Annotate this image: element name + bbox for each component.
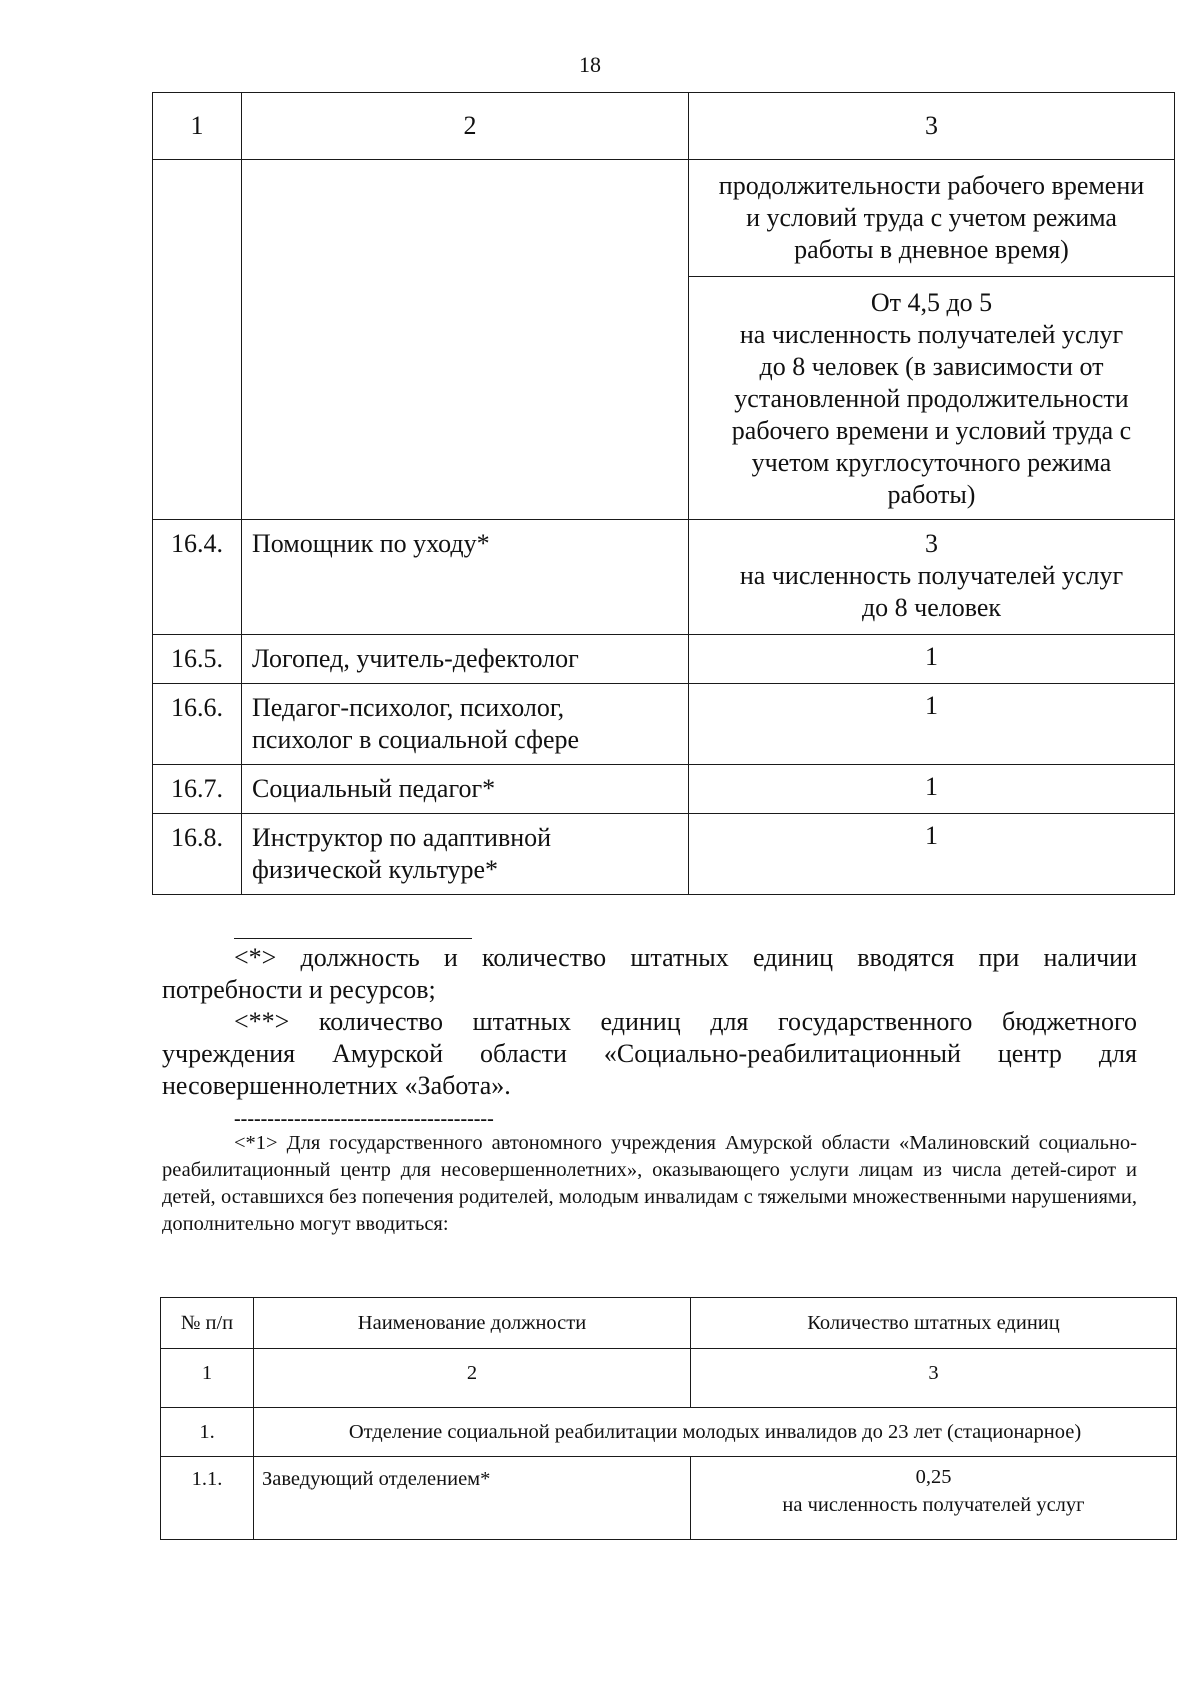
qty-line: От 4,5 до 5 — [870, 288, 993, 317]
qty-line: работы) — [887, 480, 976, 509]
row-qty — [689, 520, 1175, 635]
qty-line: рабочего времени и условий труда с — [731, 416, 1132, 445]
table-row-continuation — [153, 160, 1175, 520]
table-row — [161, 1457, 1177, 1540]
header-col-3: 3 — [689, 93, 1175, 160]
header-position: Наименование должности — [254, 1298, 691, 1349]
row-qty — [689, 765, 1175, 814]
dashed-separator: --------------------------------------- — [234, 1108, 494, 1130]
column-number-row — [161, 1349, 1177, 1408]
footnote-2 — [162, 1006, 1137, 1102]
row-name-line: Инструктор по адаптивной — [252, 823, 552, 852]
row-name-line: Логопед, учитель-дефектолог — [252, 644, 579, 673]
table-header-row — [153, 93, 1175, 160]
row-qty — [689, 814, 1175, 895]
qty-line: на численность получателей услуг — [739, 561, 1124, 590]
row-num: 16.4. — [153, 520, 242, 635]
col-number-3: 3 — [691, 1349, 1177, 1408]
section-row — [161, 1408, 1177, 1457]
qty-line: учетом круглосуточного режима — [751, 448, 1112, 477]
table-row — [153, 814, 1175, 895]
qty-line: установленной продолжительности — [734, 384, 1129, 413]
note-text: <*1> Для государственного автономного учреждения Амурской области «Малиновский социально-реабилитационный центр для несовершеннолетних», оказывающего услуги лицам из числа детей-сирот и детей, оставшихся без попечения родителей, молодым инвалидам с тяжелыми множественными нарушениями, дополнительно могут вводиться: — [162, 1132, 1137, 1235]
qty-line: и условий труда с учетом режима — [746, 203, 1117, 232]
header-num: № п/п — [161, 1298, 254, 1349]
row-qty — [689, 684, 1175, 765]
row-name — [242, 814, 689, 895]
qty-line: до 8 человек (в зависимости от — [759, 352, 1104, 381]
table-row — [153, 635, 1175, 684]
row-name: Заведующий отделением* — [254, 1457, 691, 1540]
qty-line: 0,25 — [915, 1466, 952, 1488]
row-name — [242, 520, 689, 635]
table-row — [153, 765, 1175, 814]
row-name — [242, 765, 689, 814]
footnote-1-text: <*> должность и количество штатных единиц вводятся при наличии потребности и ресурсов; — [162, 943, 1137, 1004]
qty-line: 3 — [925, 529, 938, 558]
section-num: 1. — [161, 1408, 254, 1457]
table-row — [153, 684, 1175, 765]
col-number-1: 1 — [161, 1349, 254, 1408]
additional-staffing-table — [160, 1297, 1177, 1540]
table-row — [153, 520, 1175, 635]
row-num: 16.8. — [153, 814, 242, 895]
footnote-1 — [162, 942, 1137, 1006]
row-qty — [691, 1457, 1177, 1540]
qty-line: 1 — [925, 642, 938, 671]
row-name-line: физической культуре* — [252, 855, 498, 884]
row-num: 16.7. — [153, 765, 242, 814]
row-num-cell — [153, 160, 242, 520]
table-header-row — [161, 1298, 1177, 1349]
row-name-line: Помощник по уходу* — [252, 529, 490, 558]
section-title: Отделение социальной реабилитации молодых инвалидов до 23 лет (стационарное) — [254, 1408, 1177, 1457]
note-paragraph — [162, 1130, 1137, 1238]
header-quantity: Количество штатных единиц — [691, 1298, 1177, 1349]
row-qty-cell — [689, 160, 1175, 520]
footnote-separator — [234, 938, 472, 939]
qty-line: до 8 человек — [861, 593, 1002, 622]
header-col-1: 1 — [153, 93, 242, 160]
header-col-2: 2 — [242, 93, 689, 160]
row-num: 16.5. — [153, 635, 242, 684]
row-name-line: Социальный педагог* — [252, 774, 496, 803]
row-name — [242, 684, 689, 765]
qty-line: продолжительности рабочего времени — [718, 171, 1145, 200]
qty-line: 1 — [925, 821, 938, 850]
row-num: 1.1. — [161, 1457, 254, 1540]
row-name-line: Педагог-психолог, психолог, — [252, 693, 565, 722]
qty-line: 1 — [925, 772, 938, 801]
row-num: 16.6. — [153, 684, 242, 765]
footnote-2-text: <**> количество штатных единиц для государственного бюджетного учреждения Амурской области «Социально-реабилитационный центр для несовершеннолетних «Забота». — [162, 1007, 1137, 1100]
col-number-2: 2 — [254, 1349, 691, 1408]
row-name — [242, 635, 689, 684]
qty-line: на численность получателей услуг — [782, 1494, 1085, 1516]
qty-line: 1 — [925, 691, 938, 720]
staffing-table — [152, 92, 1175, 895]
row-name-cell — [242, 160, 689, 520]
qty-line: на численность получателей услуг — [739, 320, 1124, 349]
row-name-line: психолог в социальной сфере — [252, 725, 580, 754]
qty-line: работы в дневное время) — [794, 235, 1069, 264]
page-number: 18 — [579, 52, 601, 77]
row-qty — [689, 635, 1175, 684]
